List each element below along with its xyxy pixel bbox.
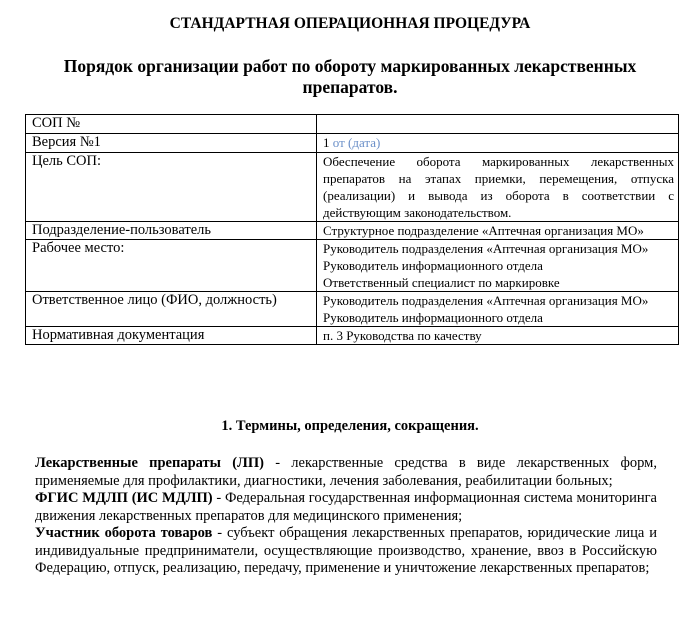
table-row	[26, 292, 679, 327]
terms-list	[35, 455, 657, 578]
responsible-line: Руководитель подразделения «Аптечная организация МО»	[323, 293, 649, 308]
term-definition: - субъект обращения лекарственных препаратов, юридические лица и индивидуальные предприниматели, осуществляющие производство, хранение, ввоз в Российскую Федерацию, отпуск, реализацию, передачу, применение и уничтожение лекарственных препаратов;	[35, 525, 657, 576]
goal-value: Обеспечение оборота маркированных лекарственных препаратов на этапах приемки, перемещения, отпуска (реализации) и вывода из оборота в соответствии с действующим законодательством.	[317, 153, 679, 222]
term-entry	[35, 525, 657, 578]
goal-label: Цель СОП:	[26, 153, 317, 222]
sop-number-value	[317, 115, 679, 134]
sop-number-label: СОП №	[26, 115, 317, 134]
workplace-line: Руководитель подразделения «Аптечная организация МО»	[323, 241, 649, 256]
term-name: Участник оборота товаров	[35, 525, 213, 541]
term-entry	[35, 455, 657, 490]
table-row	[26, 115, 679, 134]
term-name: ФГИС МДЛП (ИС МДЛП)	[35, 490, 213, 506]
workplace-line: Руководитель информационного отдела	[323, 258, 543, 273]
version-number: 1	[323, 135, 330, 150]
workplace-value	[317, 240, 679, 292]
sop-info-table	[25, 114, 679, 345]
version-value	[317, 134, 679, 153]
table-row	[26, 240, 679, 292]
responsible-line: Руководитель информационного отдела	[323, 310, 543, 325]
version-label: Версия №1	[26, 134, 317, 153]
responsible-value	[317, 292, 679, 327]
table-row	[26, 153, 679, 222]
version-date-placeholder: от (дата)	[332, 135, 381, 150]
document-title: СТАНДАРТНАЯ ОПЕРАЦИОННАЯ ПРОЦЕДУРА	[169, 15, 531, 32]
workplace-label: Рабочее место:	[26, 240, 317, 292]
term-name: Лекарственные препараты (ЛП)	[35, 455, 264, 471]
normative-value: п. 3 Руководства по качеству	[317, 327, 679, 345]
workplace-line: Ответственный специалист по маркировке	[323, 275, 560, 290]
section-heading: 1. Термины, определения, сокращения.	[221, 418, 479, 434]
responsible-label: Ответственное лицо (ФИО, должность)	[26, 292, 317, 327]
term-definition: - Федеральная государственная информационная система мониторинга движения лекарственных препаратов для медицинского применения;	[35, 490, 657, 524]
table-row	[26, 134, 679, 153]
division-value: Структурное подразделение «Аптечная организация МО»	[317, 222, 679, 240]
division-label: Подразделение-пользователь	[26, 222, 317, 240]
document-subtitle: Порядок организации работ по обороту маркированных лекарственных препаратов.	[63, 56, 637, 97]
table-row	[26, 222, 679, 240]
normative-label: Нормативная документация	[26, 327, 317, 345]
term-entry	[35, 490, 657, 525]
table-row	[26, 327, 679, 345]
term-definition: - лекарственные средства в виде лекарственных форм, применяемые для профилактики, диагностики, лечения заболевания, реабилитации больных;	[35, 455, 657, 489]
